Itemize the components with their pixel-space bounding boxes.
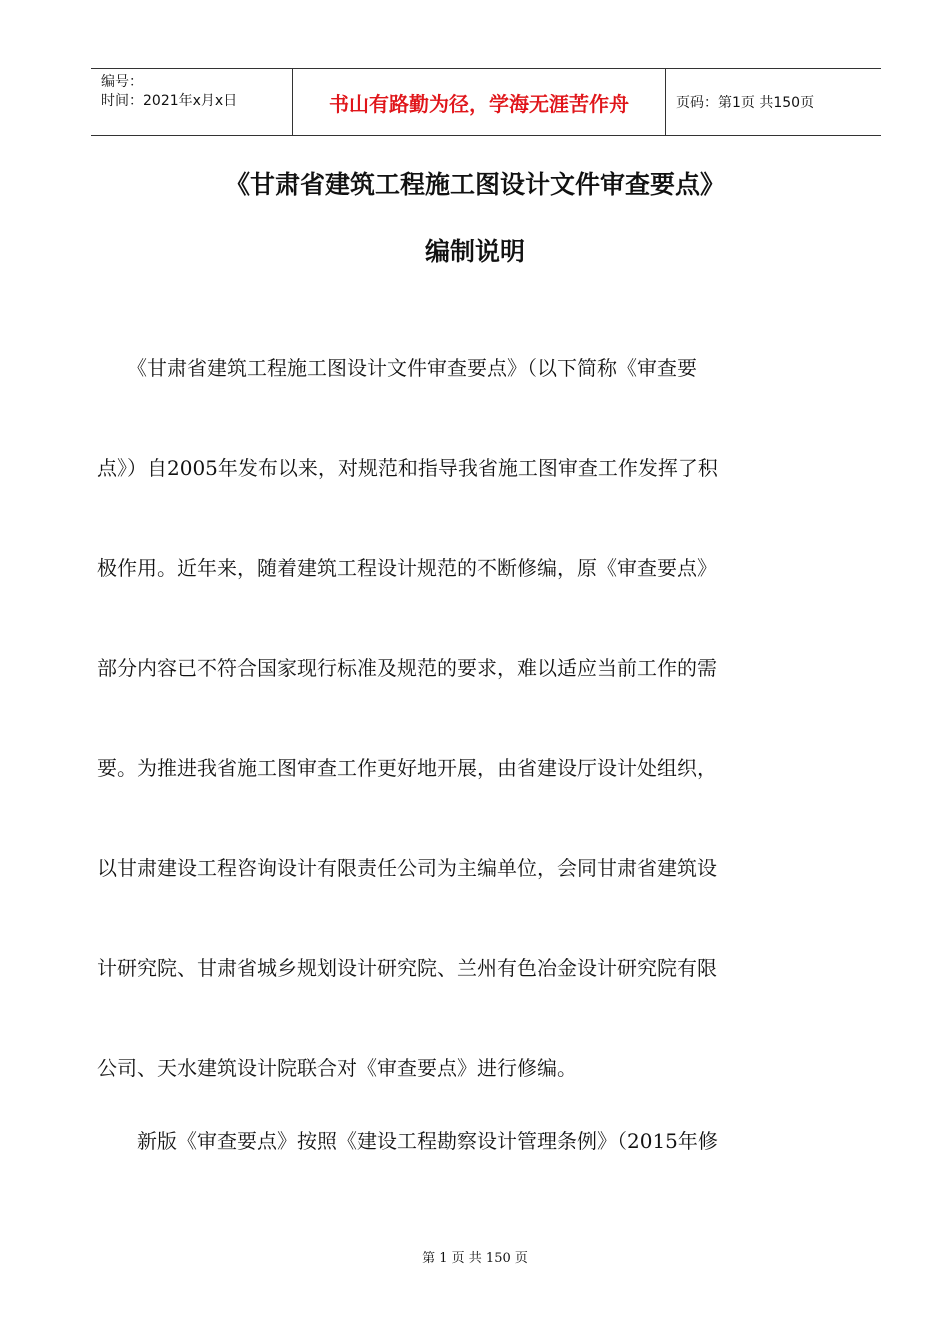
document-title: 《甘肃省建筑工程施工图设计文件审查要点》 <box>224 170 725 199</box>
body-line: 部分内容已不符合国家现行标准及规范的要求，难以适应当前工作的需 <box>97 656 717 680</box>
body-line: 极作用。近年来，随着建筑工程设计规范的不断修编，原《审查要点》 <box>97 556 717 580</box>
time-label: 时间：2021年x月x日 <box>101 93 238 109</box>
page-footer: 第 1 页 共 150 页 <box>422 1251 528 1266</box>
body-line: 要。为推进我省施工图审查工作更好地开展，由省建设厅设计处组织， <box>97 756 717 780</box>
number-label: 编号： <box>101 74 143 90</box>
body-line: 点》）自2005年发布以来，对规范和指导我省施工图审查工作发挥了积 <box>97 456 718 480</box>
header-page-info: 页码：第1页 共150页 <box>676 95 815 111</box>
body-line: 新版《审查要点》按照《建设工程勘察设计管理条例》（2015年修 <box>97 1129 718 1153</box>
header-meta <box>91 69 293 135</box>
body-line: 《甘肃省建筑工程施工图设计文件审查要点》（以下简称《审查要 <box>97 356 697 380</box>
body-line: 以甘肃建设工程咨询设计有限责任公司为主编单位，会同甘肃省建筑设 <box>97 856 717 880</box>
header-motto: 书山有路勤为径，学海无涯苦作舟 <box>293 69 666 135</box>
page-header <box>91 68 881 136</box>
document-subtitle: 编制说明 <box>424 237 525 266</box>
body-line: 计研究院、甘肃省城乡规划设计研究院、兰州有色冶金设计研究院有限 <box>97 956 717 980</box>
body-line: 公司、天水建筑设计院联合对《审查要点》进行修编。 <box>97 1056 577 1080</box>
